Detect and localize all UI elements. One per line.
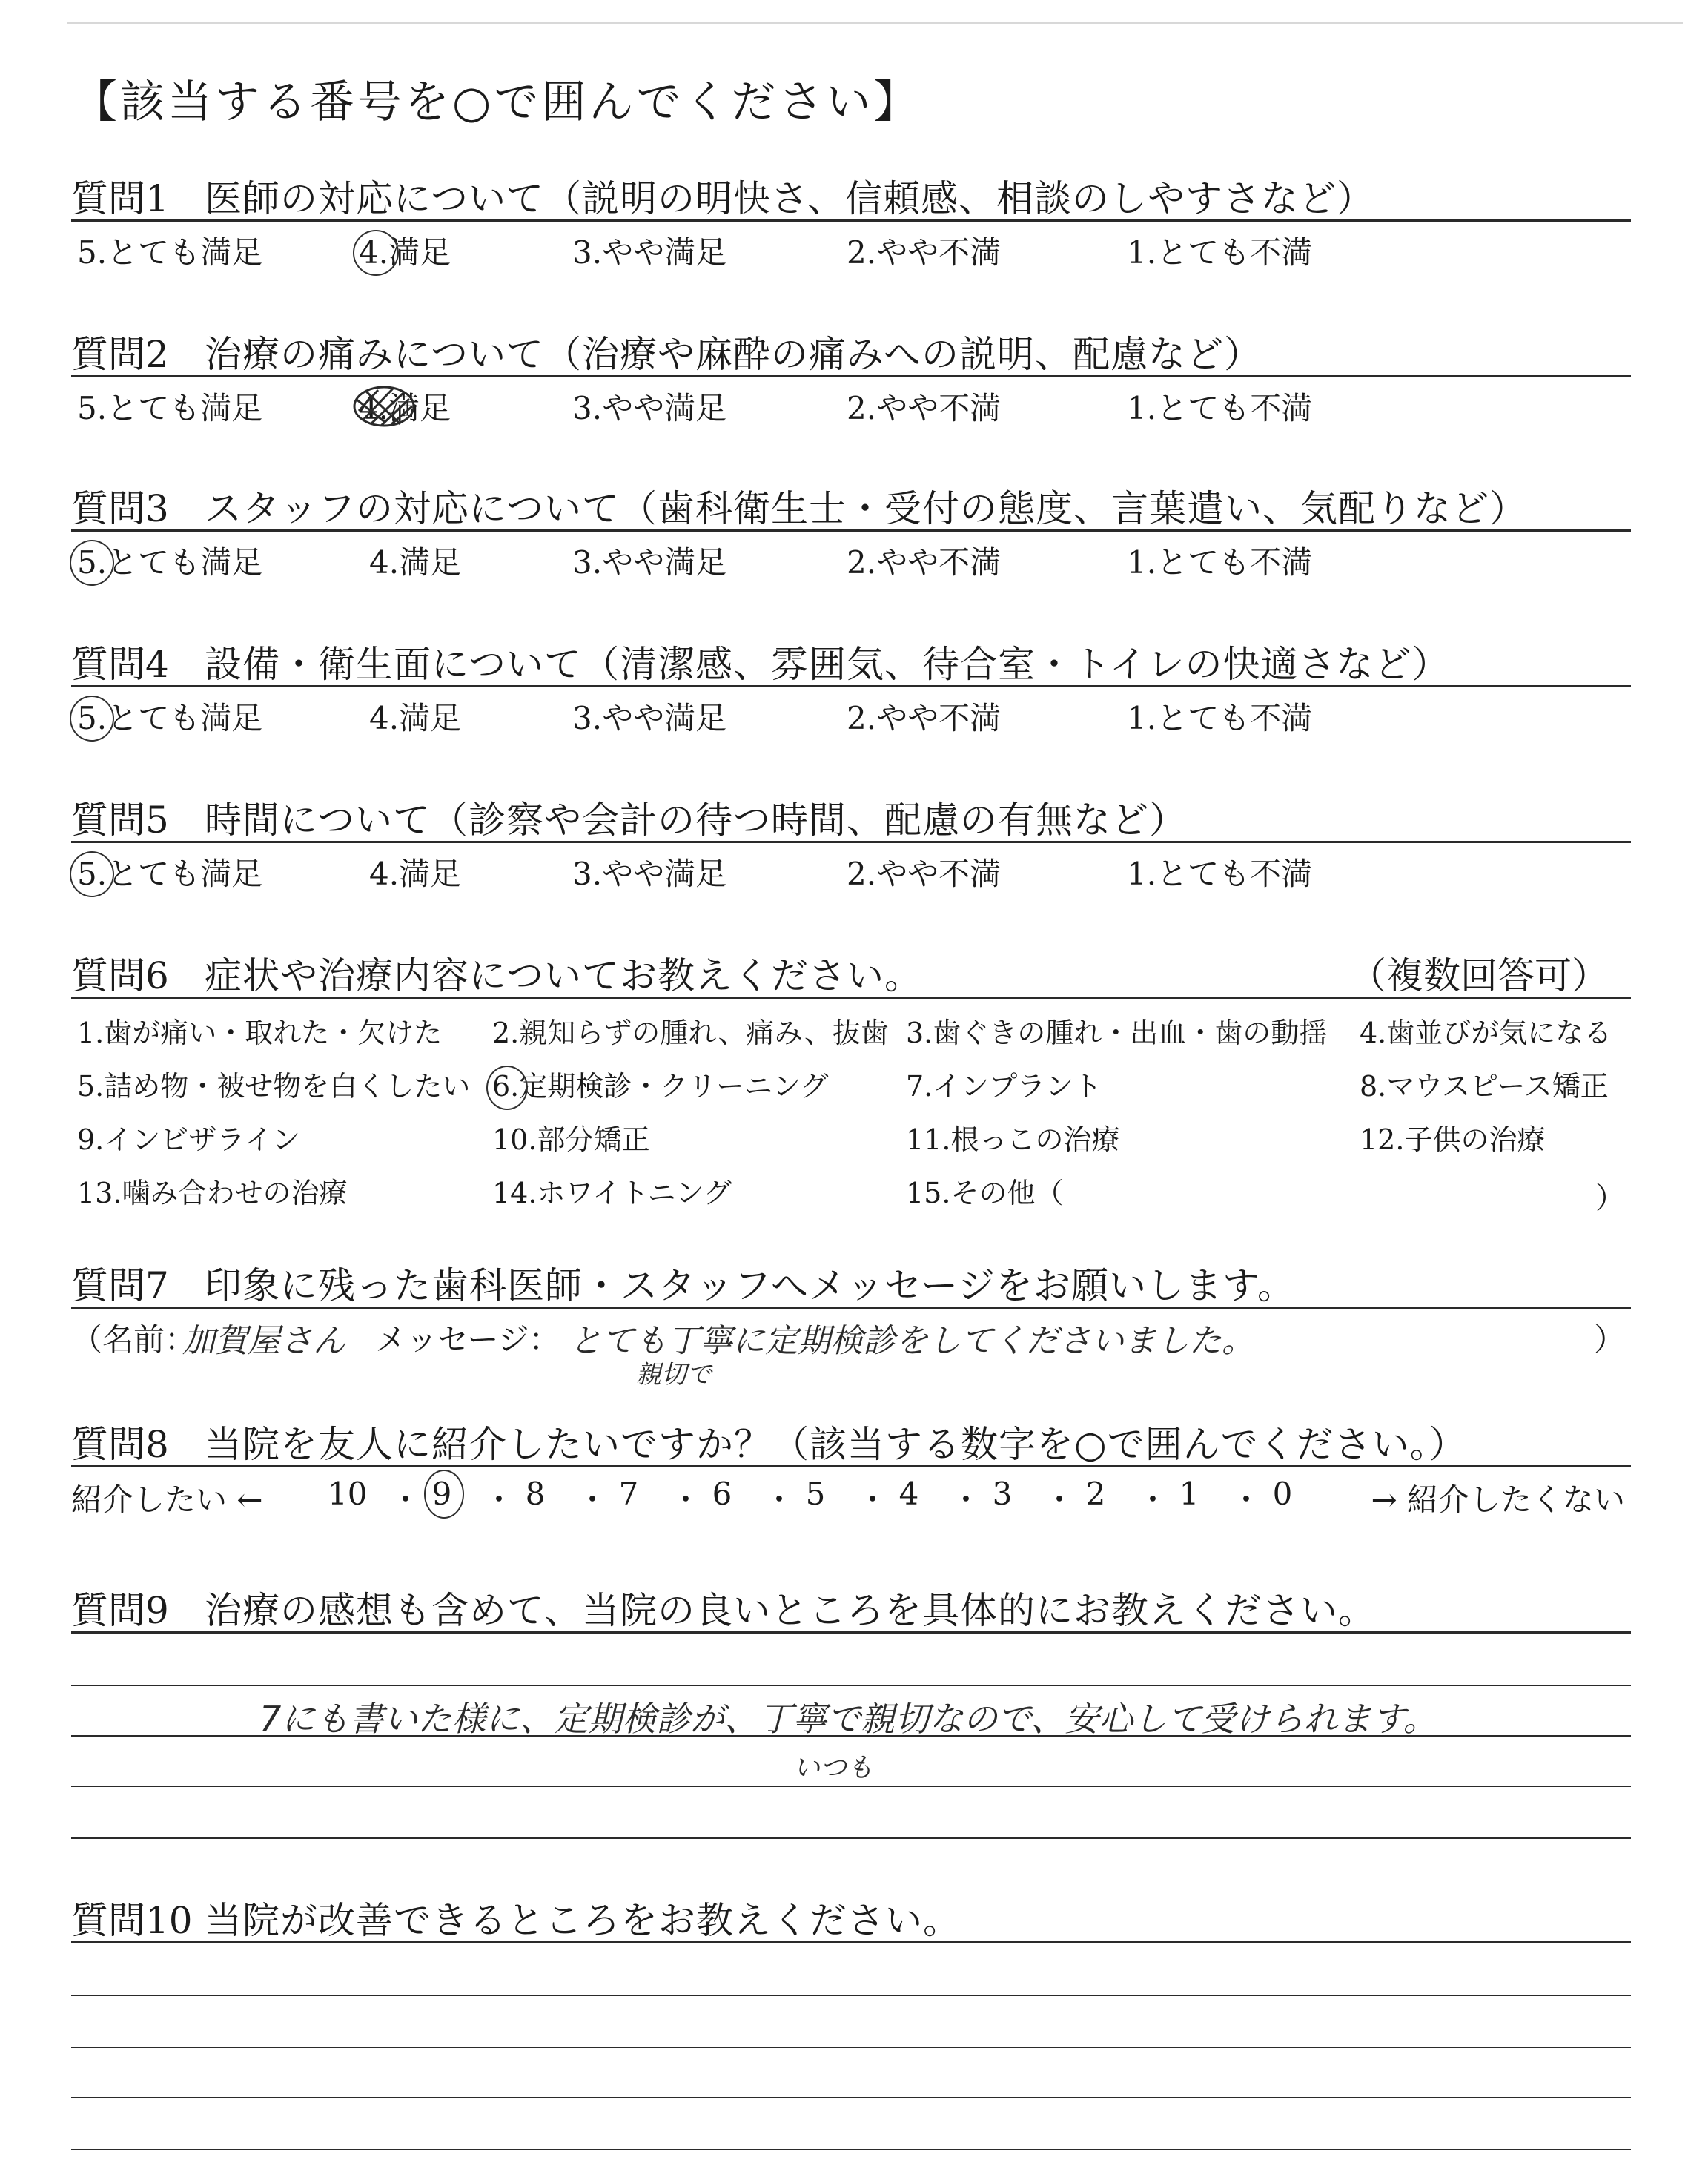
question-text: 医師の対応について（説明の明快さ、信頼感、相談のしやすさなど） bbox=[205, 177, 1374, 220]
checklist-item[interactable]: 7.インプラント bbox=[906, 1070, 1102, 1103]
selected-number: 4. bbox=[359, 390, 388, 426]
selected-number: 5. bbox=[77, 700, 107, 736]
selected-number: 5. bbox=[77, 856, 107, 892]
option-1[interactable]: 1.とても不満 bbox=[1127, 700, 1313, 736]
answer-rule bbox=[71, 1685, 1631, 1686]
option-5[interactable]: 5.とても満足 bbox=[77, 390, 263, 426]
option-3[interactable]: 3.やや満足 bbox=[572, 700, 727, 736]
question-header bbox=[71, 943, 1631, 999]
scribble-mark bbox=[348, 381, 420, 432]
scale-dot: ・ bbox=[483, 1482, 515, 1518]
question-header bbox=[71, 476, 1631, 532]
checklist-item[interactable]: 14.ホワイトニング bbox=[492, 1177, 732, 1209]
scale-dot: ・ bbox=[390, 1482, 422, 1518]
name-handwritten[interactable]: 加賀屋さん bbox=[182, 1322, 345, 1360]
checklist-item[interactable]: 3.歯ぐきの腫れ・出血・歯の動揺 bbox=[906, 1017, 1328, 1049]
hand-circle-mark bbox=[70, 851, 114, 897]
question-3 bbox=[71, 476, 1631, 587]
scale-dot: ・ bbox=[950, 1482, 982, 1518]
option-1[interactable]: 1.とても不満 bbox=[1127, 234, 1313, 271]
option-2[interactable]: 2.やや不満 bbox=[847, 390, 1002, 426]
question-header bbox=[71, 322, 1631, 377]
option-5[interactable]: 5.とても満足 bbox=[77, 234, 263, 271]
hand-circle-mark bbox=[486, 1066, 528, 1110]
question-label: 質問2 bbox=[71, 333, 169, 376]
checklist-item[interactable]: 8.マウスピース矯正 bbox=[1360, 1070, 1609, 1103]
question-10 bbox=[71, 1888, 1631, 1947]
checklist-item[interactable]: 6.定期検診・クリーニング bbox=[492, 1063, 829, 1104]
question-text: 当院が改善できるところをお教えください。 bbox=[205, 1899, 961, 1942]
option-5[interactable]: 5.とても満足 bbox=[77, 850, 262, 894]
answer-insert-handwritten: いつも bbox=[793, 1753, 874, 1783]
scale-4[interactable]: 4 bbox=[898, 1476, 919, 1512]
rating-options bbox=[71, 228, 1631, 273]
checklist-item[interactable]: 9.インビザライン bbox=[77, 1123, 301, 1156]
question-text: 治療の感想も含めて、当院の良いところを具体的にお教えください。 bbox=[205, 1589, 1376, 1632]
scale-2[interactable]: 2 bbox=[1085, 1476, 1106, 1512]
rating-options bbox=[71, 850, 1631, 894]
question-header bbox=[71, 1888, 1631, 1943]
rating-options bbox=[71, 694, 1631, 739]
scale-7[interactable]: 7 bbox=[618, 1476, 639, 1512]
message-insert-handwritten: 親切で bbox=[636, 1360, 712, 1390]
question-label: 質問7 bbox=[71, 1264, 169, 1307]
scale-dot: ・ bbox=[1044, 1482, 1076, 1518]
scale-dot: ・ bbox=[764, 1482, 795, 1518]
question-label: 質問8 bbox=[71, 1423, 169, 1466]
answer-rule bbox=[71, 2097, 1631, 2098]
option-4[interactable]: 4.満足 bbox=[359, 384, 451, 429]
question-label: 質問10 bbox=[71, 1899, 193, 1942]
checklist-item[interactable]: 11.根っこの治療 bbox=[906, 1123, 1120, 1156]
question-header bbox=[71, 632, 1631, 687]
question-text: 当院を友人に紹介したいですか？（該当する数字を○で囲んでください。） bbox=[205, 1423, 1467, 1466]
question-header bbox=[71, 1253, 1631, 1309]
option-3[interactable]: 3.やや満足 bbox=[572, 544, 727, 581]
question-text: 治療の痛みについて（治療や麻酔の痛みへの説明、配慮など） bbox=[205, 333, 1262, 376]
scale-5[interactable]: 5 bbox=[805, 1476, 826, 1512]
selected-number: 4. bbox=[359, 234, 388, 271]
option-1[interactable]: 1.とても不満 bbox=[1127, 856, 1313, 892]
option-5[interactable]: 5.とても満足 bbox=[77, 538, 262, 583]
scale-left-label: 紹介したい ← bbox=[71, 1482, 263, 1518]
question-text: 時間について（診察や会計の待つ時間、配慮の有無など） bbox=[205, 799, 1187, 842]
selected-number: 5. bbox=[77, 544, 107, 581]
question-header bbox=[71, 166, 1631, 222]
scale-1[interactable]: 1 bbox=[1179, 1476, 1199, 1512]
question-header bbox=[71, 787, 1631, 843]
checklist-item[interactable]: 15.その他（ bbox=[906, 1177, 1064, 1209]
message-row bbox=[71, 1315, 1631, 1390]
option-4[interactable]: 4.満足 bbox=[359, 228, 451, 273]
question-label: 質問9 bbox=[71, 1589, 169, 1632]
option-5[interactable]: 5.とても満足 bbox=[77, 694, 262, 739]
option-4[interactable]: 4.満足 bbox=[369, 856, 462, 892]
option-2[interactable]: 2.やや不満 bbox=[847, 856, 1002, 892]
hand-circle-mark bbox=[353, 230, 399, 276]
question-5 bbox=[71, 787, 1631, 899]
question-8 bbox=[71, 1412, 1631, 1530]
question-text: 症状や治療内容についてお教えください。 bbox=[205, 954, 922, 997]
checklist-item[interactable]: 13.噛み合わせの治療 bbox=[77, 1177, 348, 1209]
name-label: （名前： bbox=[71, 1321, 196, 1358]
checklist-item[interactable]: 1.歯が痛い・取れた・欠けた bbox=[77, 1017, 443, 1049]
question-1 bbox=[71, 166, 1631, 277]
message-close-paren: ） bbox=[1593, 1321, 1625, 1358]
instruction-heading: 【該当する番号を○で囲んでください】 bbox=[73, 76, 921, 128]
question-6 bbox=[71, 943, 1631, 1215]
checklist-item[interactable]: 2.親知らずの腫れ、痛み、抜歯 bbox=[492, 1017, 889, 1049]
answer-rule bbox=[71, 2149, 1631, 2150]
answer-rule bbox=[71, 1995, 1631, 1996]
scale-right-label: → 紹介したくない bbox=[1371, 1482, 1625, 1518]
hand-circle-mark bbox=[70, 696, 114, 742]
multiple-answers-note: （複数回答可） bbox=[1349, 954, 1609, 997]
checklist-item[interactable]: 5.詰め物・被せ物を白くしたい bbox=[77, 1070, 471, 1103]
checklist-item[interactable]: 4.歯並びが気になる bbox=[1360, 1017, 1612, 1049]
option-1[interactable]: 1.とても不満 bbox=[1127, 390, 1313, 426]
scale-10[interactable]: 10 bbox=[328, 1476, 368, 1512]
question-label: 質問4 bbox=[71, 643, 169, 686]
rating-options bbox=[71, 384, 1631, 429]
scale-0[interactable]: 0 bbox=[1272, 1476, 1293, 1512]
recommend-scale bbox=[71, 1476, 1631, 1520]
rating-options bbox=[71, 538, 1631, 583]
checklist-item[interactable]: 12.子供の治療 bbox=[1360, 1123, 1546, 1156]
option-4[interactable]: 4.満足 bbox=[369, 700, 462, 736]
hand-circle-mark bbox=[70, 540, 114, 586]
scale-9[interactable]: 9 bbox=[427, 1476, 457, 1512]
hand-circle-mark bbox=[424, 1470, 464, 1519]
option-3[interactable]: 3.やや満足 bbox=[572, 856, 727, 892]
top-rule bbox=[67, 22, 1683, 24]
answer-rule bbox=[71, 2047, 1631, 2048]
question-header bbox=[71, 1412, 1631, 1467]
option-3[interactable]: 3.やや満足 bbox=[572, 234, 727, 271]
scale-dot: ・ bbox=[857, 1482, 889, 1518]
scale-dot: ・ bbox=[670, 1482, 702, 1518]
option-2[interactable]: 2.やや不満 bbox=[847, 544, 1002, 581]
option-2[interactable]: 2.やや不満 bbox=[847, 700, 1002, 736]
symptom-checklist bbox=[77, 1010, 1631, 1232]
option-4[interactable]: 4.満足 bbox=[369, 544, 462, 581]
answer-handwritten[interactable]: 7にも書いた様に、定期検診が、丁寧で親切なので、安心して受けられます。 bbox=[259, 1699, 1437, 1739]
scale-6[interactable]: 6 bbox=[712, 1476, 732, 1512]
answer-rule bbox=[71, 1837, 1631, 1839]
selected-number: 6. bbox=[492, 1070, 519, 1103]
option-2[interactable]: 2.やや不満 bbox=[847, 234, 1002, 271]
question-4 bbox=[71, 632, 1631, 743]
option-1[interactable]: 1.とても不満 bbox=[1127, 544, 1313, 581]
scale-dot: ・ bbox=[1137, 1482, 1169, 1518]
question-text: スタッフの対応について（歯科衛生士・受付の態度、言葉遣い、気配りなど） bbox=[205, 487, 1527, 530]
scale-3[interactable]: 3 bbox=[992, 1476, 1013, 1512]
message-handwritten[interactable]: とても丁寧に定期検診をしてくださいました。 bbox=[569, 1322, 1254, 1360]
scale-dot: ・ bbox=[1231, 1482, 1262, 1518]
question-label: 質問3 bbox=[71, 487, 169, 530]
question-7 bbox=[71, 1253, 1631, 1401]
question-text: 設備・衛生面について（清潔感、雰囲気、待合室・トイレの快適さなど） bbox=[205, 643, 1450, 686]
question-label: 質問1 bbox=[71, 177, 169, 220]
question-label: 質問6 bbox=[71, 954, 169, 997]
scale-dot: ・ bbox=[577, 1482, 609, 1518]
question-header bbox=[71, 1578, 1631, 1634]
answer-rule bbox=[71, 1786, 1631, 1787]
checklist-item[interactable]: 10.部分矯正 bbox=[492, 1123, 650, 1156]
question-2 bbox=[71, 322, 1631, 433]
question-9 bbox=[71, 1578, 1631, 1637]
scale-8[interactable]: 8 bbox=[525, 1476, 546, 1512]
question-text: 印象に残った歯科医師・スタッフへメッセージをお願いします。 bbox=[205, 1264, 1295, 1307]
other-close-paren: ） bbox=[1595, 1181, 1625, 1215]
option-3[interactable]: 3.やや満足 bbox=[572, 390, 727, 426]
message-label: メッセージ： bbox=[375, 1321, 560, 1358]
question-label: 質問5 bbox=[71, 799, 169, 842]
